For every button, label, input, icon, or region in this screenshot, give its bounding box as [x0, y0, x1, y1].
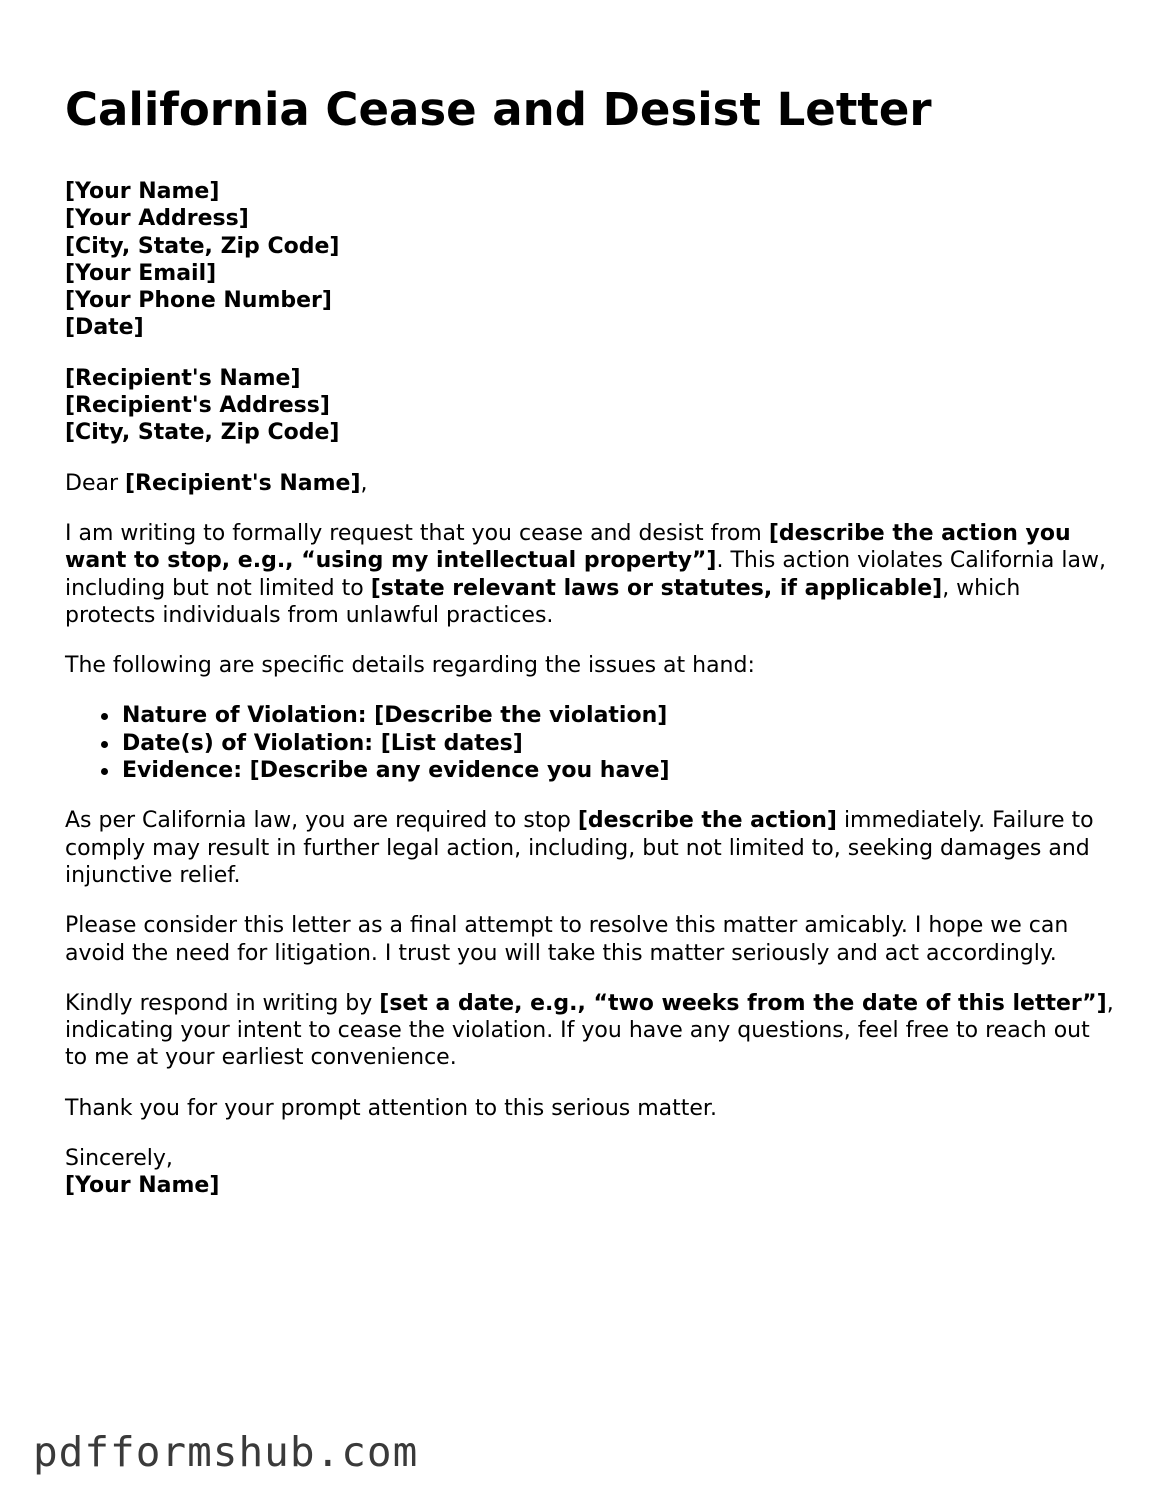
sender-city-state-zip: [City, State, Zip Code]	[65, 233, 340, 259]
recipient-city-state-zip: [City, State, Zip Code]	[65, 420, 340, 446]
paragraph-legal-text-2: immediately. Failure to comply may result in further legal action, including, but not limited to, seeking damages and injunctive relief.	[65, 808, 1094, 888]
sender-block	[65, 178, 1115, 342]
sender-name: [Your Name]	[65, 179, 220, 204]
document-title: California Cease and Desist Letter	[65, 83, 932, 136]
paragraph-thanks: Thank you for your prompt attention to this serious matter.	[65, 1095, 717, 1121]
watermark: pdfformshub.com	[33, 1428, 419, 1476]
valediction: Sincerely,	[65, 1146, 173, 1172]
recipient-address: [Recipient's Address]	[65, 393, 330, 419]
sender-email: [Your Email]	[65, 260, 217, 286]
placeholder-action-short: [describe the action]	[577, 808, 837, 834]
paragraph-respond-text-2: , indicating your intent to cease the violation. If you have any questions, feel free to reach out to me at your earliest convenience.	[65, 990, 1114, 1071]
letter-page	[65, 82, 1115, 1200]
signature-name: [Your Name]	[65, 1173, 220, 1199]
closing-block	[65, 1145, 1115, 1200]
recipient-name: [Recipient's Name]	[65, 365, 301, 391]
paragraph-request	[65, 520, 1115, 629]
paragraph-respond-text-1: Kindly respond in writing by	[65, 990, 380, 1016]
paragraph-request-text-2: . This action violates California law, including but not limited to	[65, 548, 1106, 601]
paragraph-legal-text-1: As per California law, you are required to stop	[65, 808, 578, 834]
sender-phone: [Your Phone Number]	[65, 288, 332, 314]
recipient-block	[65, 365, 1115, 447]
salutation-name: [Recipient's Name]	[125, 470, 361, 496]
paragraph-legal-notice	[65, 807, 1115, 889]
paragraph-request-text-3: , which protects individuals from unlawful practices.	[65, 575, 1021, 628]
list-item: Nature of Violation: [Describe the violation]	[122, 702, 1115, 729]
salutation-prefix: Dear	[65, 470, 125, 496]
list-item: Date(s) of Violation: [List dates]	[122, 730, 1115, 757]
paragraph-respond	[65, 990, 1115, 1072]
paragraph-details-intro: The following are specific details regarding the issues at hand:	[65, 653, 755, 679]
list-item: Evidence: [Describe any evidence you have]	[122, 757, 1115, 784]
salutation	[65, 470, 1115, 497]
placeholder-action: [describe the action you want to stop, e.g., “using my intellectual property”]	[65, 520, 1071, 574]
placeholder-deadline: [set a date, e.g., “two weeks from the date of this letter”]	[379, 990, 1107, 1016]
details-list	[65, 702, 1115, 784]
salutation-suffix: ,	[360, 470, 368, 496]
sender-address: [Your Address]	[65, 206, 249, 232]
paragraph-request-text-1: I am writing to formally request that you cease and desist from	[65, 520, 769, 546]
paragraph-amicable: Please consider this letter as a final attempt to resolve this matter amicably. I hope we can avoid the need for litigation. I trust you will take this matter seriously and act accordingly.	[65, 913, 1069, 966]
placeholder-laws: [state relevant laws or statutes, if applicable]	[370, 575, 943, 601]
sender-date: [Date]	[65, 315, 144, 341]
